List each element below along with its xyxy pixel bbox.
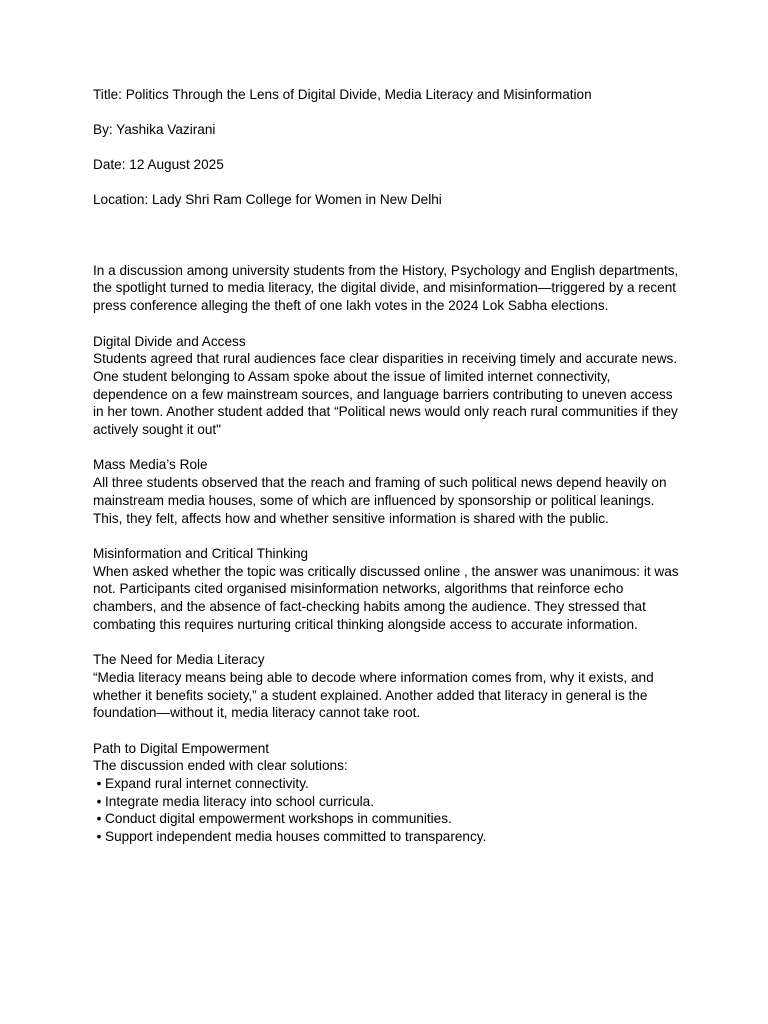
section-digital-divide bbox=[93, 333, 683, 439]
article-byline: By: Yashika Vazirani bbox=[93, 122, 216, 137]
section-misinformation bbox=[93, 545, 683, 634]
list-item bbox=[93, 793, 683, 811]
list-item-text: Integrate media literacy into school curricula. bbox=[105, 793, 374, 809]
list-item bbox=[93, 828, 683, 846]
solutions-lead: The discussion ended with clear solutions: bbox=[93, 758, 348, 774]
bullet-icon: • bbox=[96, 811, 102, 827]
article-location: Location: Lady Shri Ram College for Women in New Delhi bbox=[93, 192, 442, 207]
bullet-icon: • bbox=[96, 793, 102, 809]
article-date: Date: 12 August 2025 bbox=[93, 157, 224, 172]
section-body: “Media literacy means being able to decode where information comes from, why it exists, and whether it benefits society,” a student explained. Another added that literacy in general is the foundation—without it, media literacy cannot take root. bbox=[93, 669, 654, 721]
section-heading: Misinformation and Critical Thinking bbox=[93, 545, 309, 561]
section-body: All three students observed that the reach and framing of such political news depend heavily on mainstream media houses, some of which are influenced by sponsorship or political leanings. This, they felt, affects how and whether sensitive information is shared with the public. bbox=[93, 475, 667, 526]
section-heading: Mass Media’s Role bbox=[93, 457, 208, 473]
section-heading: The Need for Media Literacy bbox=[93, 652, 265, 668]
section-media-literacy bbox=[93, 651, 683, 722]
bullet-icon: • bbox=[96, 829, 102, 845]
article-title: Title: Politics Through the Lens of Digital Divide, Media Literacy and Misinformation bbox=[93, 87, 592, 102]
section-digital-empowerment bbox=[93, 740, 683, 846]
section-heading: Digital Divide and Access bbox=[93, 333, 246, 349]
list-item-text: Support independent media houses committed to transparency. bbox=[105, 829, 487, 845]
solutions-list bbox=[93, 775, 683, 846]
intro-paragraph: In a discussion among university students from the History, Psychology and English departments, the spotlight turned to media literacy, the digital divide, and misinformation—triggered by a recent press conference alleging the theft of one lakh votes in the 2024 Lok Sabha elections. bbox=[93, 262, 679, 314]
list-item-text: Conduct digital empowerment workshops in communities. bbox=[105, 811, 452, 827]
section-mass-media bbox=[93, 456, 683, 527]
section-heading: Path to Digital Empowerment bbox=[93, 740, 270, 756]
list-item bbox=[93, 810, 683, 828]
section-body: Students agreed that rural audiences face clear disparities in receiving timely and accurate news. One student belonging to Assam spoke about the issue of limited internet connectivity, dependence on a few mainstream sources, and language barriers contributing to uneven access in her town. Another student added that “Political news would only reach rural communities if they actively sought it out" bbox=[93, 351, 678, 438]
list-item-text: Expand rural internet connectivity. bbox=[105, 776, 309, 792]
list-item bbox=[93, 775, 683, 793]
bullet-icon: • bbox=[96, 776, 102, 792]
article-body bbox=[93, 86, 683, 846]
section-body: When asked whether the topic was critically discussed online , the answer was unanimous: it was not. Participants cited organised misinformation networks, algorithms that reinforce echo chambers, and the absence of fact-checking habits among the audience. They stressed that combating this requires nurturing critical thinking alongside access to accurate information. bbox=[93, 563, 679, 632]
